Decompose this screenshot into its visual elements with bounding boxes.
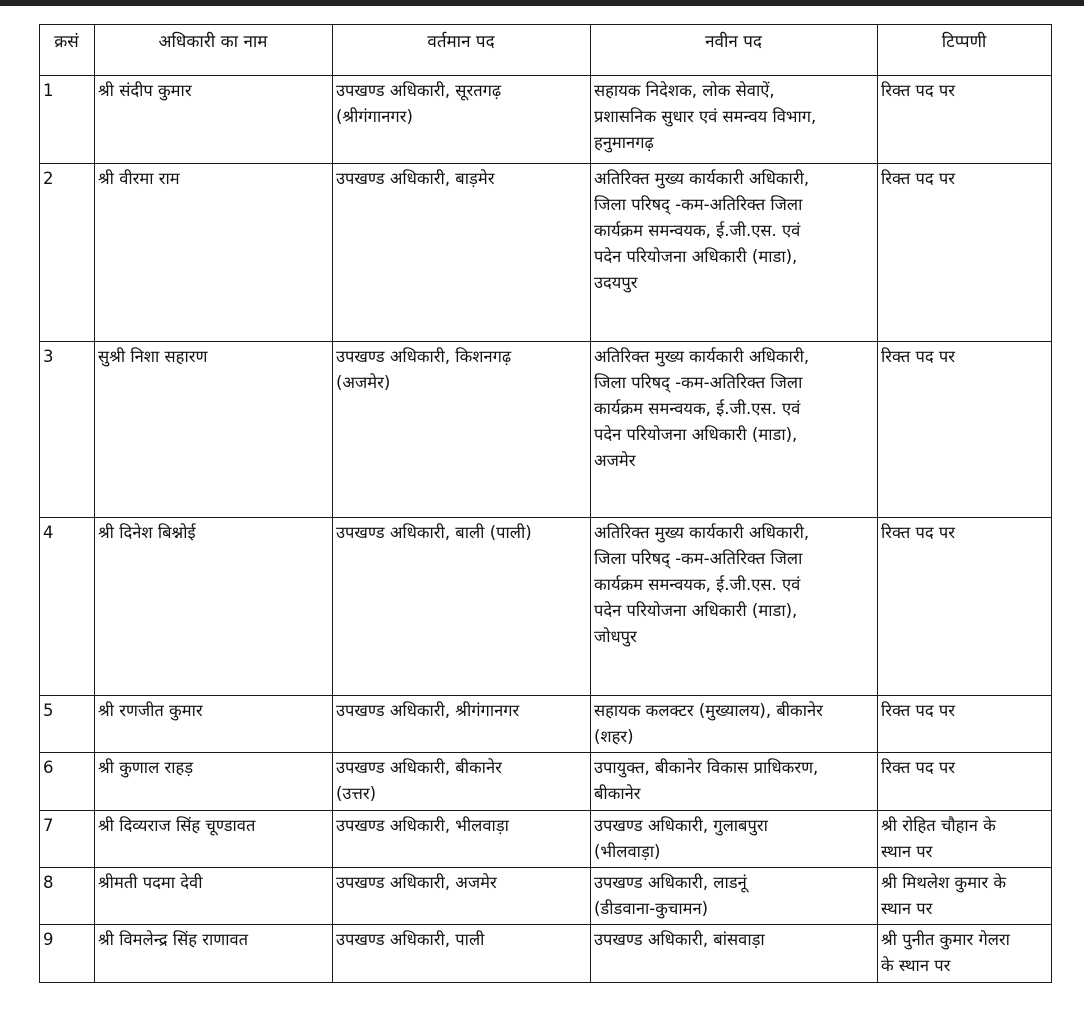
new-post-line: अतिरिक्त मुख्य कार्यकारी अधिकारी, [594, 347, 810, 366]
remark-cell [878, 753, 1052, 811]
transfer-order-table [39, 24, 1052, 983]
current-post-line: उपखण्ड अधिकारी, सूरतगढ़ [336, 81, 502, 100]
remark-line: रिक्त पद पर [881, 701, 956, 720]
current-post-line: उपखण्ड अधिकारी, पाली [336, 930, 485, 949]
officer-name-cell: श्री वीरमा राम [95, 164, 333, 342]
officer-name-cell: श्री रणजीत कुमार [95, 696, 333, 753]
new-post-cell [591, 753, 878, 811]
current-post-line: उपखण्ड अधिकारी, बाली (पाली) [336, 523, 532, 542]
remark-cell [878, 342, 1052, 518]
header-current-post: वर्तमान पद [333, 25, 591, 76]
current-post-line: उपखण्ड अधिकारी, श्रीगंगानगर [336, 701, 520, 720]
current-post-cell [333, 925, 591, 983]
remark-line: श्री पुनीत कुमार गेलरा [881, 930, 1010, 949]
current-post-cell [333, 76, 591, 164]
new-post-line: (डीडवाना-कुचामन) [594, 899, 709, 918]
table-row [40, 753, 1052, 811]
remark-line: रिक्त पद पर [881, 347, 956, 366]
remark-cell [878, 696, 1052, 753]
new-post-cell [591, 925, 878, 983]
current-post-line: (अजमेर) [336, 373, 391, 392]
new-post-line: कार्यक्रम समन्वयक, ई.जी.एस. एवं [594, 221, 801, 240]
new-post-line: (शहर) [594, 727, 634, 746]
new-post-line: अतिरिक्त मुख्य कार्यकारी अधिकारी, [594, 523, 810, 542]
remark-line: रिक्त पद पर [881, 169, 956, 188]
table-row [40, 164, 1052, 342]
new-post-line: हनुमानगढ़ [594, 133, 654, 152]
new-post-line: पदेन परियोजना अधिकारी (माडा), [594, 425, 798, 444]
table-header [40, 25, 1052, 76]
new-post-line: सहायक कलक्टर (मुख्यालय), बीकानेर [594, 701, 823, 720]
new-post-line: अजमेर [594, 451, 636, 470]
current-post-cell [333, 164, 591, 342]
remark-cell [878, 811, 1052, 868]
table-row [40, 76, 1052, 164]
current-post-cell [333, 518, 591, 696]
remark-line: रिक्त पद पर [881, 758, 956, 777]
remark-cell [878, 518, 1052, 696]
remark-line: रिक्त पद पर [881, 523, 956, 542]
current-post-line: (उत्तर) [336, 784, 377, 803]
top-border-bar [0, 0, 1084, 6]
new-post-line: उदयपुर [594, 273, 638, 292]
current-post-cell [333, 342, 591, 518]
current-post-cell [333, 696, 591, 753]
new-post-cell [591, 696, 878, 753]
remark-line: श्री रोहित चौहान के [881, 816, 996, 835]
officer-name-cell: श्रीमती पदमा देवी [95, 868, 333, 925]
new-post-cell [591, 868, 878, 925]
serial-no-cell: 3 [40, 342, 95, 518]
serial-no-cell: 8 [40, 868, 95, 925]
current-post-line: उपखण्ड अधिकारी, अजमेर [336, 873, 497, 892]
remark-cell [878, 76, 1052, 164]
remark-cell [878, 164, 1052, 342]
officer-name-cell: श्री कुणाल राहड़ [95, 753, 333, 811]
new-post-line: कार्यक्रम समन्वयक, ई.जी.एस. एवं [594, 399, 801, 418]
current-post-line: (श्रीगंगानगर) [336, 107, 413, 126]
serial-no-cell: 9 [40, 925, 95, 983]
new-post-cell [591, 811, 878, 868]
new-post-line: पदेन परियोजना अधिकारी (माडा), [594, 601, 798, 620]
new-post-line: जिला परिषद् -कम-अतिरिक्त जिला [594, 195, 803, 214]
serial-no-cell: 7 [40, 811, 95, 868]
new-post-line: बीकानेर [594, 784, 641, 803]
new-post-line: उपखण्ड अधिकारी, बांसवाड़ा [594, 930, 765, 949]
remark-line: स्थान पर [881, 842, 933, 861]
new-post-cell [591, 76, 878, 164]
serial-no-cell: 1 [40, 76, 95, 164]
new-post-line: (भीलवाड़ा) [594, 842, 661, 861]
officer-name-cell: श्री दिव्यराज सिंह चूण्डावत [95, 811, 333, 868]
remark-line: के स्थान पर [881, 956, 951, 975]
remark-line: रिक्त पद पर [881, 81, 956, 100]
table-row [40, 518, 1052, 696]
table-row [40, 811, 1052, 868]
current-post-line: उपखण्ड अधिकारी, किशनगढ़ [336, 347, 512, 366]
remark-cell [878, 925, 1052, 983]
officer-name-cell: सुश्री निशा सहारण [95, 342, 333, 518]
current-post-cell [333, 811, 591, 868]
new-post-line: जोधपुर [594, 627, 637, 646]
table-row [40, 868, 1052, 925]
current-post-line: उपखण्ड अधिकारी, भीलवाड़ा [336, 816, 509, 835]
table-row [40, 696, 1052, 753]
new-post-line: पदेन परियोजना अधिकारी (माडा), [594, 247, 798, 266]
header-new-post: नवीन पद [591, 25, 878, 76]
new-post-line: उपखण्ड अधिकारी, लाडनूं [594, 873, 747, 892]
header-serial-no: क्रसं [40, 25, 95, 76]
serial-no-cell: 5 [40, 696, 95, 753]
current-post-cell [333, 868, 591, 925]
new-post-line: जिला परिषद् -कम-अतिरिक्त जिला [594, 373, 803, 392]
new-post-cell [591, 164, 878, 342]
new-post-line: कार्यक्रम समन्वयक, ई.जी.एस. एवं [594, 575, 801, 594]
new-post-line: प्रशासनिक सुधार एवं समन्वय विभाग, [594, 107, 817, 126]
officer-name-cell: श्री विमलेन्द्र सिंह राणावत [95, 925, 333, 983]
table-row [40, 342, 1052, 518]
serial-no-cell: 2 [40, 164, 95, 342]
new-post-line: उपखण्ड अधिकारी, गुलाबपुरा [594, 816, 768, 835]
header-officer-name: अधिकारी का नाम [95, 25, 333, 76]
new-post-cell [591, 342, 878, 518]
table-body [40, 76, 1052, 983]
new-post-cell [591, 518, 878, 696]
remark-line: स्थान पर [881, 899, 933, 918]
current-post-line: उपखण्ड अधिकारी, बीकानेर [336, 758, 502, 777]
current-post-cell [333, 753, 591, 811]
new-post-line: अतिरिक्त मुख्य कार्यकारी अधिकारी, [594, 169, 810, 188]
header-row [40, 25, 1052, 76]
header-remark: टिप्पणी [878, 25, 1052, 76]
serial-no-cell: 6 [40, 753, 95, 811]
remark-line: श्री मिथलेश कुमार के [881, 873, 1007, 892]
serial-no-cell: 4 [40, 518, 95, 696]
current-post-line: उपखण्ड अधिकारी, बाड़मेर [336, 169, 495, 188]
table-row [40, 925, 1052, 983]
new-post-line: सहायक निदेशक, लोक सेवाऐं, [594, 81, 775, 100]
remark-cell [878, 868, 1052, 925]
officer-name-cell: श्री दिनेश बिश्नोई [95, 518, 333, 696]
officer-name-cell: श्री संदीप कुमार [95, 76, 333, 164]
new-post-line: जिला परिषद् -कम-अतिरिक्त जिला [594, 549, 803, 568]
new-post-line: उपायुक्त, बीकानेर विकास प्राधिकरण, [594, 758, 819, 777]
